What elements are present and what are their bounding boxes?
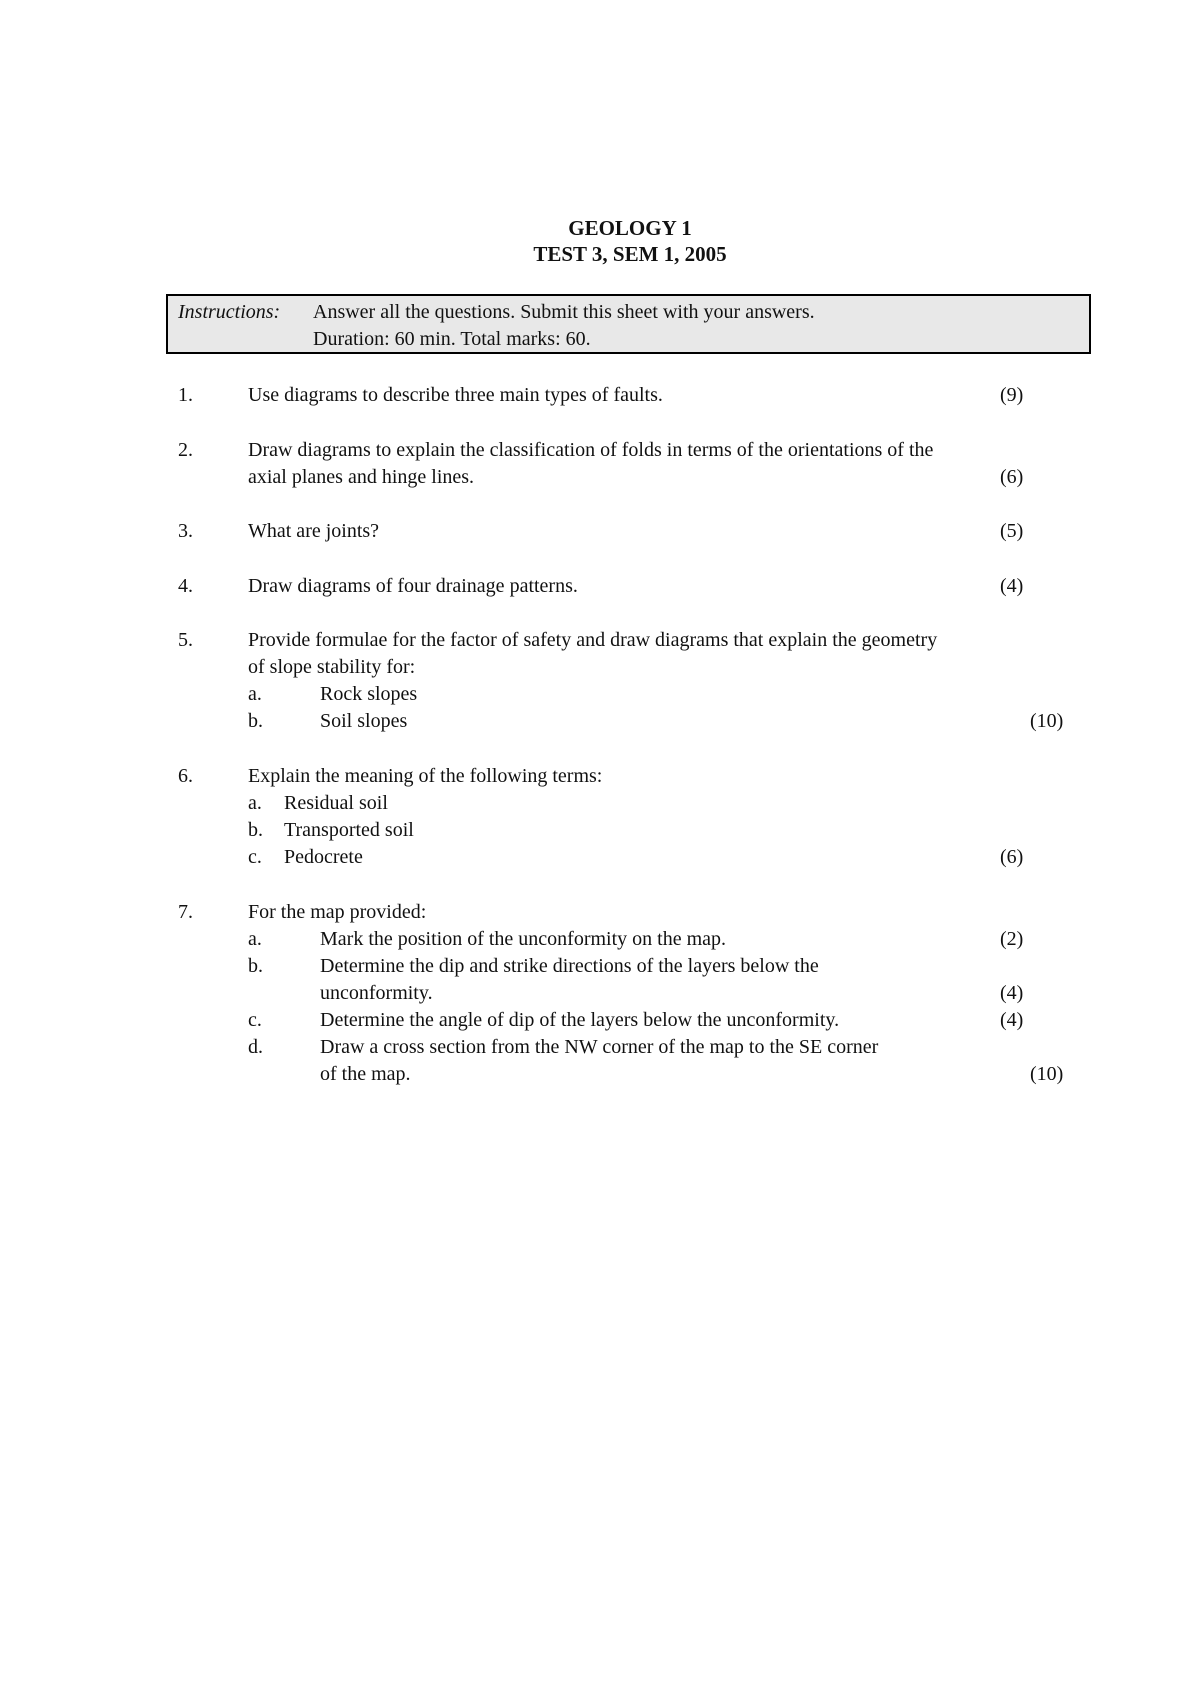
q7a-mark: (2) bbox=[1000, 928, 1024, 950]
q5a-label: a. bbox=[248, 683, 262, 705]
q3-mark: (5) bbox=[1000, 520, 1024, 542]
q5b-label: b. bbox=[248, 710, 263, 732]
q7d-label: d. bbox=[248, 1036, 263, 1058]
q2-mark: (6) bbox=[1000, 466, 1024, 488]
q2-text-line-1: Draw diagrams to explain the classification of folds in terms of the orientations of the bbox=[248, 439, 934, 461]
q6-mark: (6) bbox=[1000, 846, 1024, 868]
q7d-text-line-1: Draw a cross section from the NW corner of the map to the SE corner bbox=[320, 1036, 879, 1058]
q7b-mark: (4) bbox=[1000, 982, 1024, 1004]
q7c-mark: (4) bbox=[1000, 1009, 1024, 1031]
q2-number: 2. bbox=[178, 439, 193, 461]
q7d-mark: (10) bbox=[1030, 1063, 1064, 1085]
q4-text: Draw diagrams of four drainage patterns. bbox=[248, 575, 578, 597]
q7-text: For the map provided: bbox=[248, 901, 427, 923]
q7-number: 7. bbox=[178, 901, 193, 923]
instructions-line-2: Duration: 60 min. Total marks: 60. bbox=[313, 328, 591, 350]
q7c-label: c. bbox=[248, 1009, 262, 1031]
q4-number: 4. bbox=[178, 575, 193, 597]
test-title: TEST 3, SEM 1, 2005 bbox=[533, 242, 727, 266]
q5a-text: Rock slopes bbox=[320, 683, 418, 705]
q6a-label: a. bbox=[248, 792, 262, 814]
q7c-text: Determine the angle of dip of the layers below the unconformity. bbox=[320, 1009, 840, 1031]
instructions-box bbox=[166, 294, 1091, 354]
q2-text-line-2: axial planes and hinge lines. bbox=[248, 466, 475, 488]
q5-number: 5. bbox=[178, 629, 193, 651]
q6-number: 6. bbox=[178, 765, 193, 787]
q1-number: 1. bbox=[178, 384, 193, 406]
q7a-label: a. bbox=[248, 928, 262, 950]
course-title: GEOLOGY 1 bbox=[568, 216, 692, 240]
q1-mark: (9) bbox=[1000, 384, 1024, 406]
q6a-text: Residual soil bbox=[284, 792, 388, 814]
q3-text: What are joints? bbox=[248, 520, 380, 542]
q6-text: Explain the meaning of the following terms: bbox=[248, 765, 603, 787]
q6c-label: c. bbox=[248, 846, 262, 868]
q7d-text-line-2: of the map. bbox=[320, 1063, 411, 1085]
q5-mark: (10) bbox=[1030, 710, 1064, 732]
q6b-label: b. bbox=[248, 819, 263, 841]
q7b-text-line-2: unconformity. bbox=[320, 982, 433, 1004]
instructions-line-1: Answer all the questions. Submit this sheet with your answers. bbox=[313, 301, 815, 323]
q7b-text-line-1: Determine the dip and strike directions of the layers below the bbox=[320, 955, 819, 977]
instructions-label: Instructions: bbox=[178, 301, 281, 323]
q5-text-line-2: of slope stability for: bbox=[248, 656, 416, 678]
q5-text-line-1: Provide formulae for the factor of safety and draw diagrams that explain the geometry bbox=[248, 629, 938, 651]
q1-text: Use diagrams to describe three main types of faults. bbox=[248, 384, 663, 406]
q6c-text: Pedocrete bbox=[284, 846, 363, 868]
q3-number: 3. bbox=[178, 520, 193, 542]
q6b-text: Transported soil bbox=[284, 819, 414, 841]
q7a-text: Mark the position of the unconformity on the map. bbox=[320, 928, 727, 950]
q5b-text: Soil slopes bbox=[320, 710, 408, 732]
q4-mark: (4) bbox=[1000, 575, 1024, 597]
q7b-label: b. bbox=[248, 955, 263, 977]
